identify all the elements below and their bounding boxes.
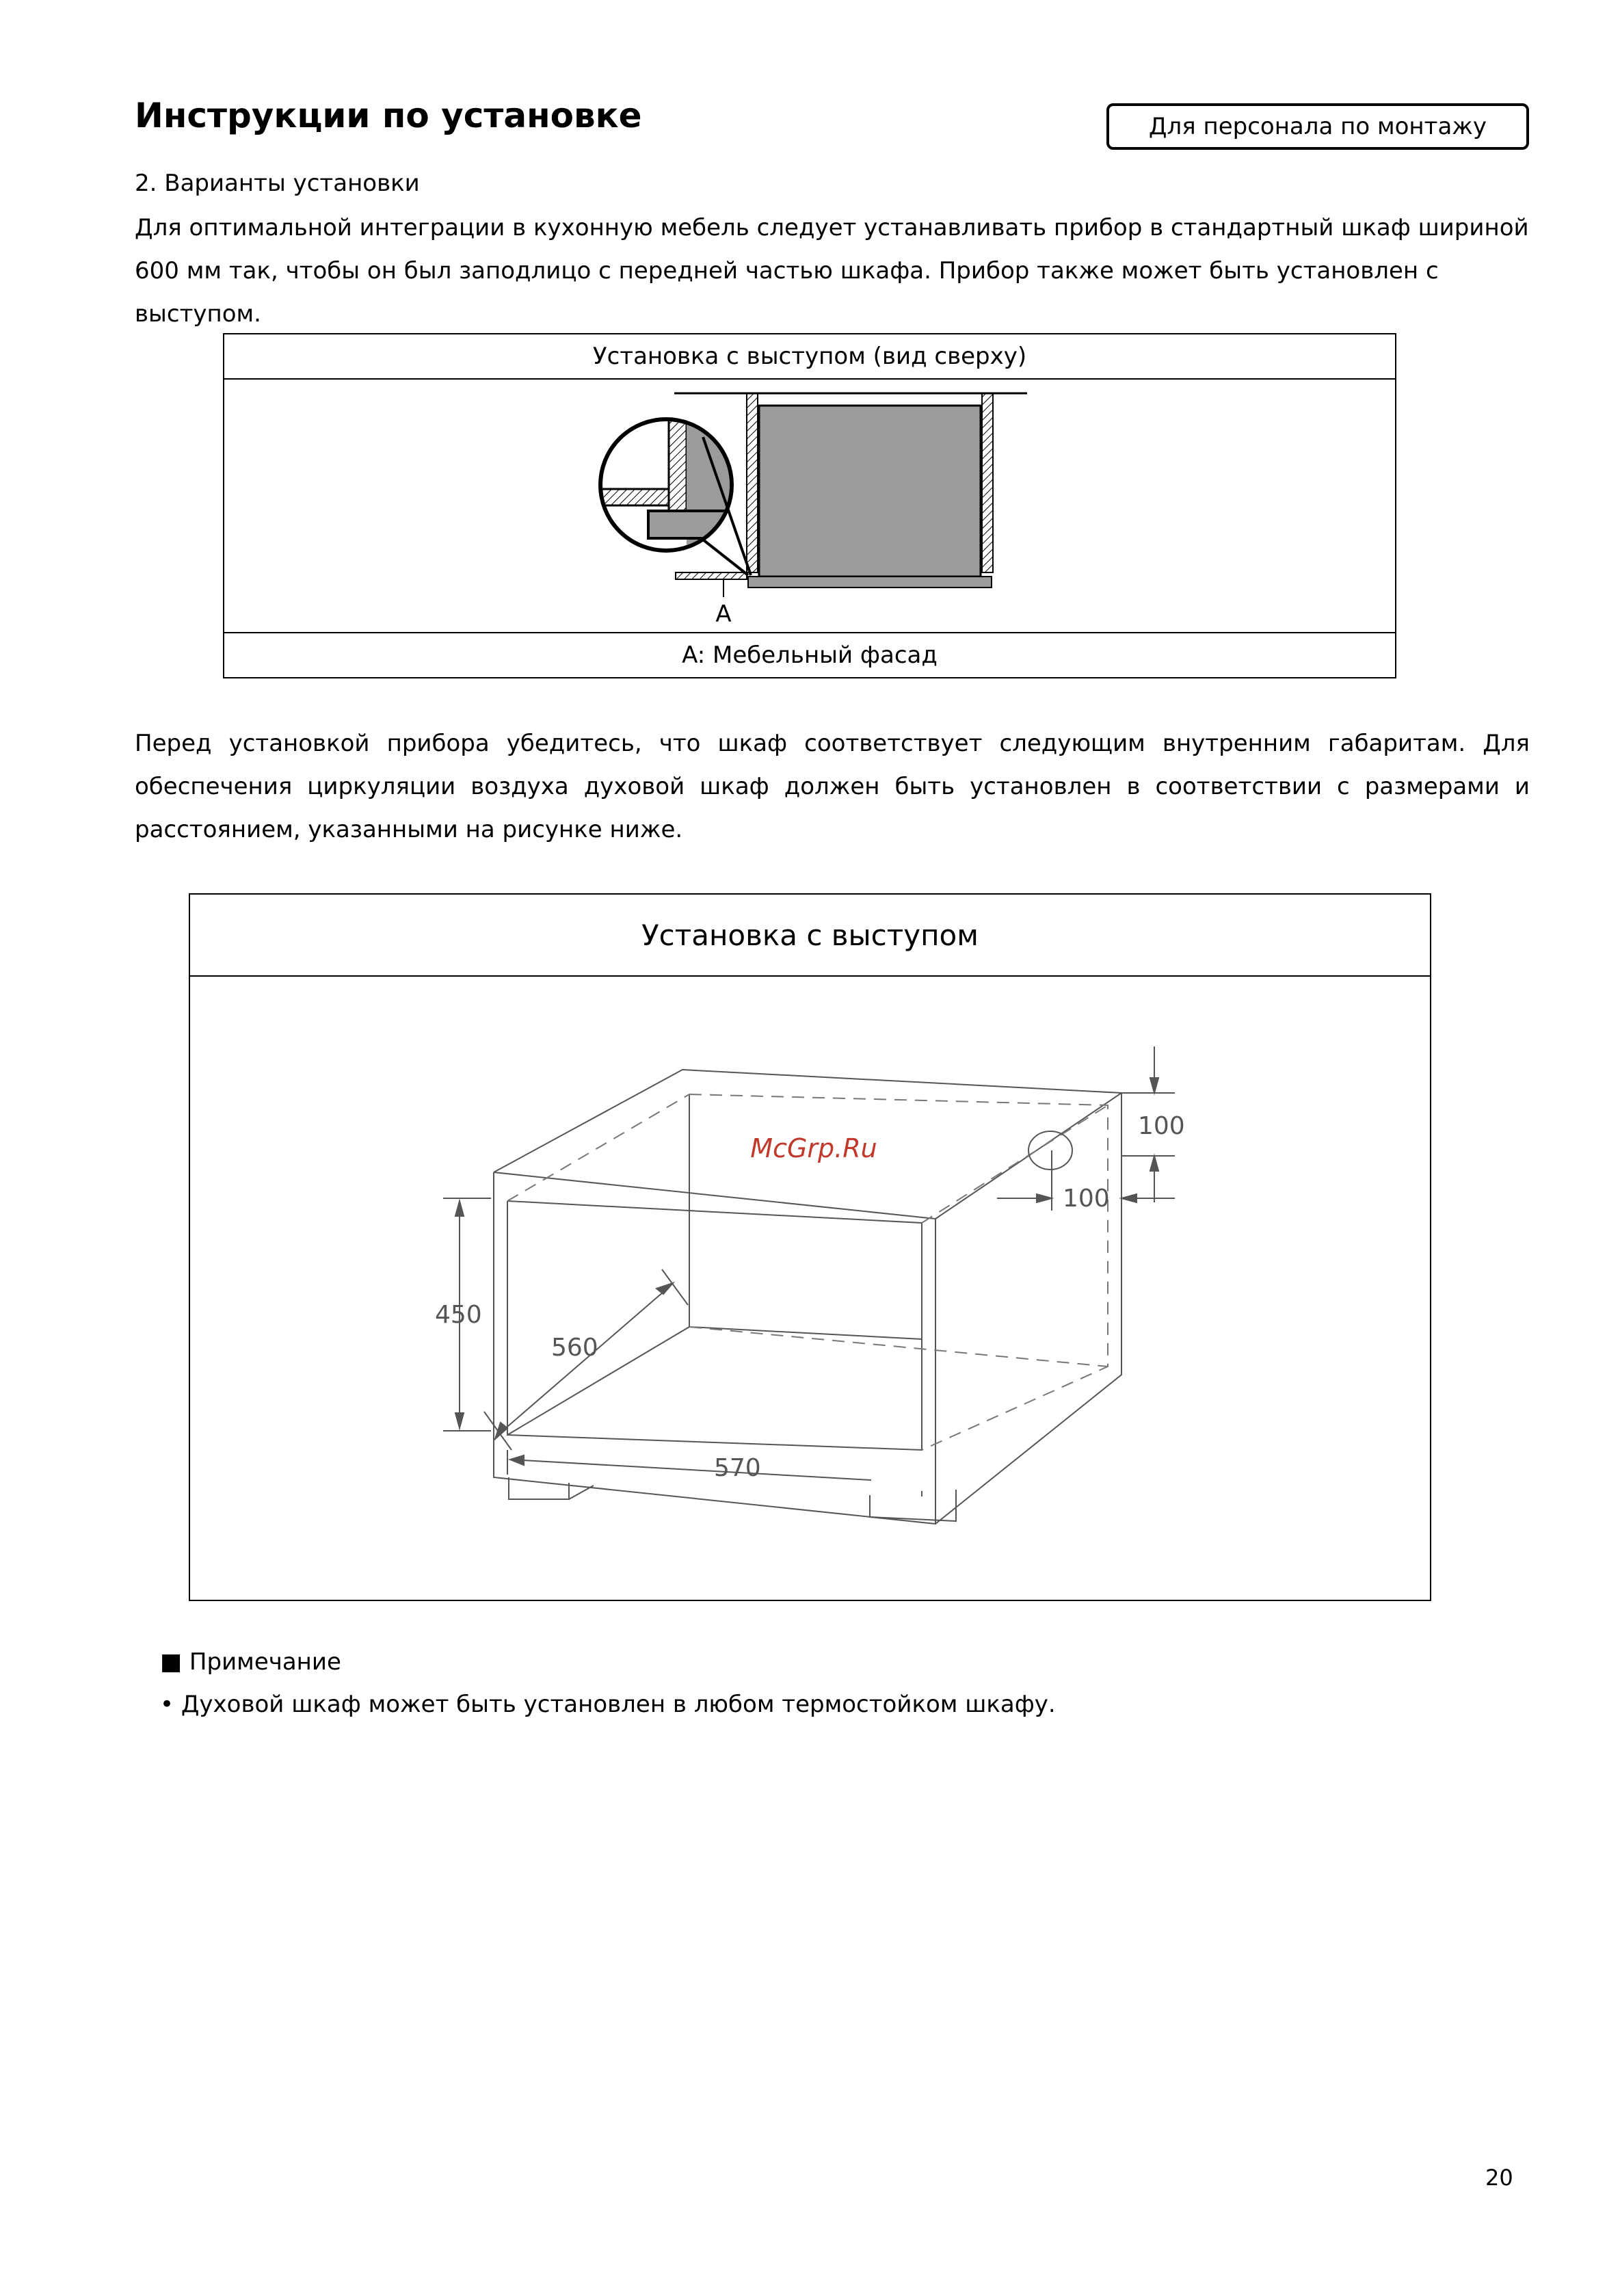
- top-view-drawing: [224, 334, 1398, 680]
- figure-dimensions-caption: Установка с выступом: [190, 895, 1430, 977]
- dim-height-label: 450: [435, 1301, 482, 1329]
- body-paragraph: Перед установкой прибора убедитесь, что шкаф соответствует следующим внутренним габаритам. Для обеспечения циркуляции воздуха духовой шкаф должен быть установлен в соответствии с размерами и расстоянием, указанными на рисунке ниже.: [135, 730, 1530, 843]
- dim-depth-label: 560: [551, 1334, 598, 1362]
- dim-top-label: 100: [1138, 1112, 1185, 1140]
- section-heading: 2. Варианты установки: [135, 170, 420, 197]
- cabinet-foot-right: [870, 1490, 956, 1521]
- cabinet-foot-left: [509, 1477, 569, 1499]
- furniture-facade: [676, 572, 747, 579]
- cabinet-opening: [507, 1201, 922, 1450]
- cabinet-right-side: [935, 1093, 1121, 1524]
- left-side-panel: [747, 393, 758, 572]
- dimensions-drawing: [190, 895, 1433, 1602]
- note-heading: ■ Примечание: [160, 1648, 341, 1676]
- figure-top-view: [223, 333, 1396, 678]
- audience-badge: Для персонала по монтажу: [1106, 103, 1529, 150]
- dim-side-label: 100: [1063, 1185, 1110, 1213]
- appliance-body: [759, 406, 981, 577]
- figure-top-view-footer: A: Мебельный фасад: [224, 632, 1395, 677]
- page-title: Инструкции по установке: [135, 96, 642, 135]
- note-item: • Духовой шкаф может быть установлен в любом термостойком шкафу.: [160, 1691, 1056, 1718]
- intro-paragraph: Для оптимальной интеграции в кухонную мебель следует устанавливать прибор в стандартный шкаф шириной 600 мм так, чтобы он был заподлицо с передней частью шкафа. Прибор также может быть установлен с выступом.: [135, 214, 1529, 328]
- figure-top-view-caption: Установка с выступом (вид сверху): [224, 334, 1395, 380]
- ventilation-hole: [1028, 1131, 1072, 1170]
- figure-dimensions: [189, 893, 1431, 1601]
- callout-label: A: [715, 601, 732, 628]
- watermark: McGrp.Ru: [750, 1133, 877, 1163]
- right-side-panel: [982, 393, 993, 572]
- page-number: 20: [1485, 2165, 1513, 2191]
- appliance-front: [748, 577, 992, 588]
- dim-width-label: 570: [714, 1454, 761, 1482]
